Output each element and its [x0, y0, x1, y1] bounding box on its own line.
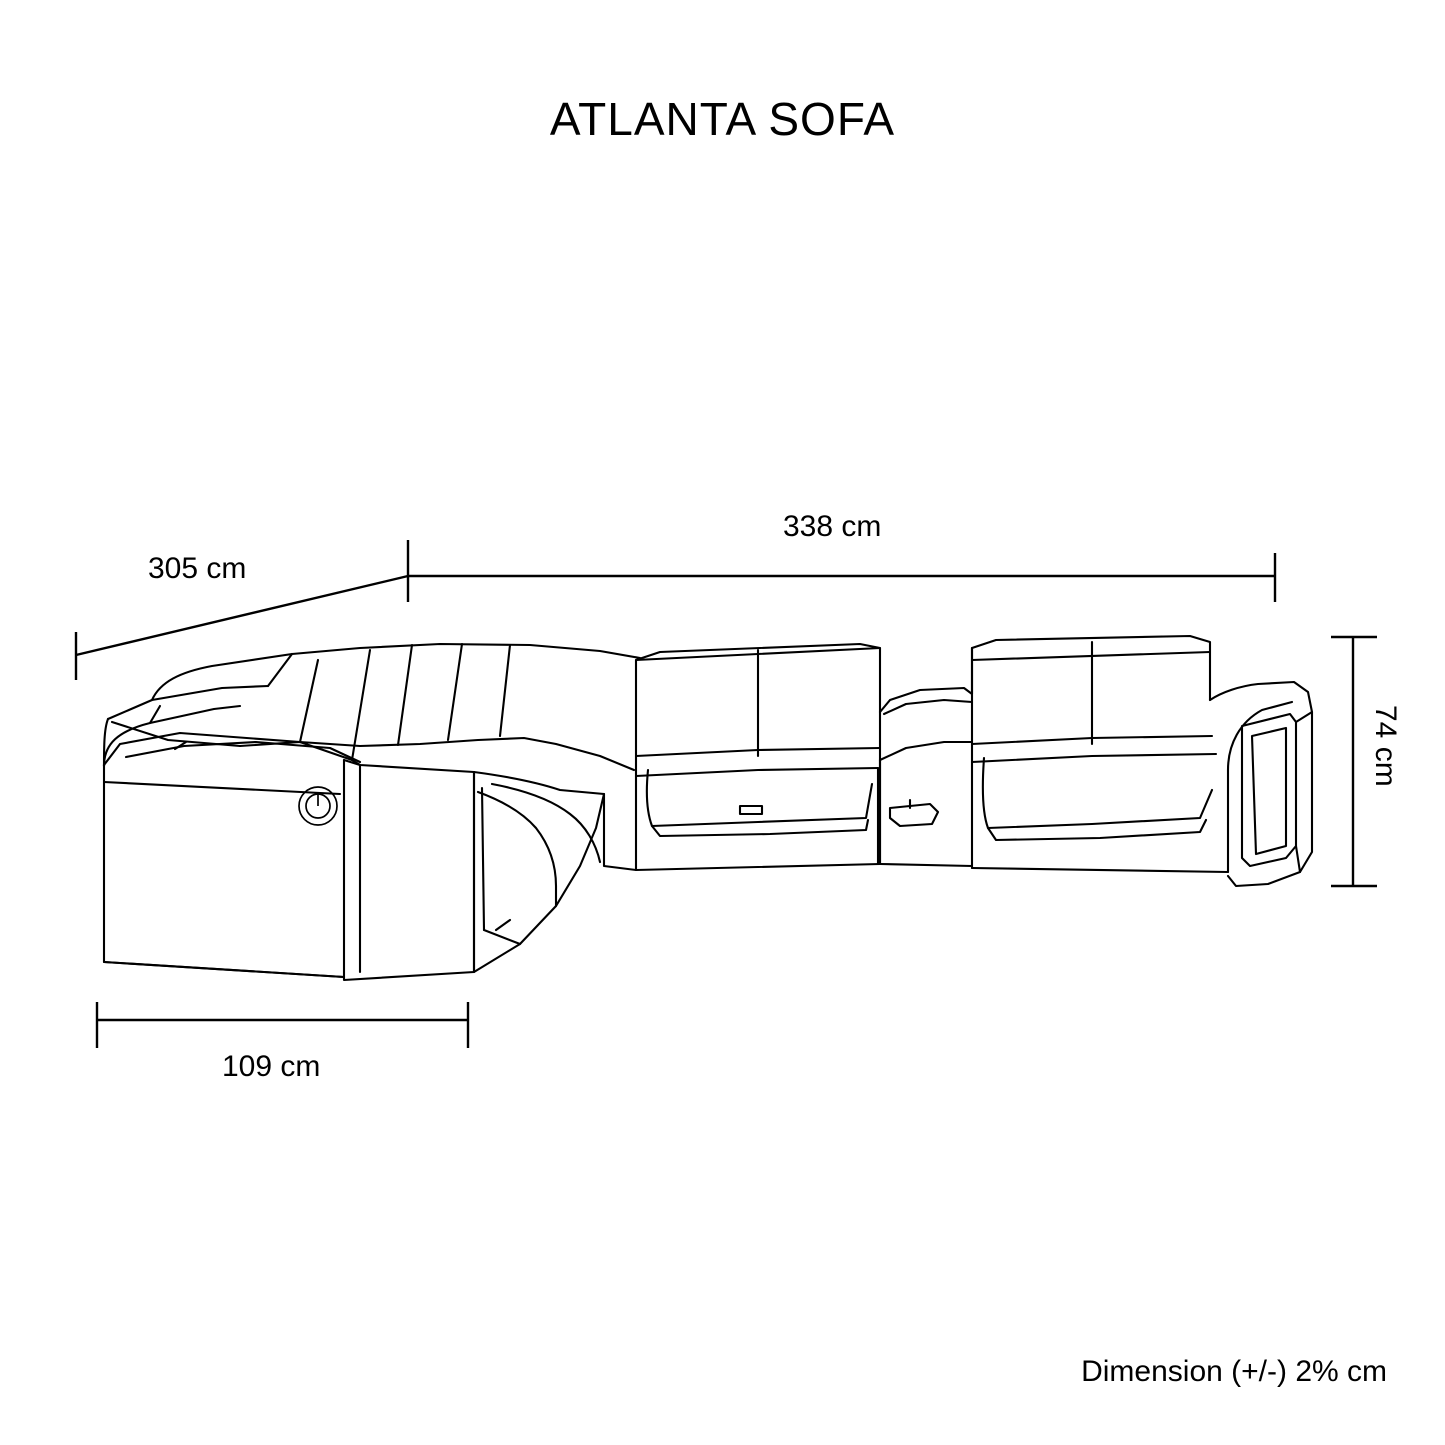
page-title: ATLANTA SOFA [549, 93, 896, 145]
dimension-label-depth: 305 cm [148, 552, 247, 585]
dimension-tolerance-note: Dimension (+/-) 2% cm [1081, 1355, 1387, 1388]
dimension-label-width: 338 cm [783, 510, 882, 543]
dimension-label-side: 109 cm [222, 1050, 321, 1083]
dimension-label-height: 74 cm [1369, 705, 1402, 787]
sofa-body [104, 636, 1312, 980]
